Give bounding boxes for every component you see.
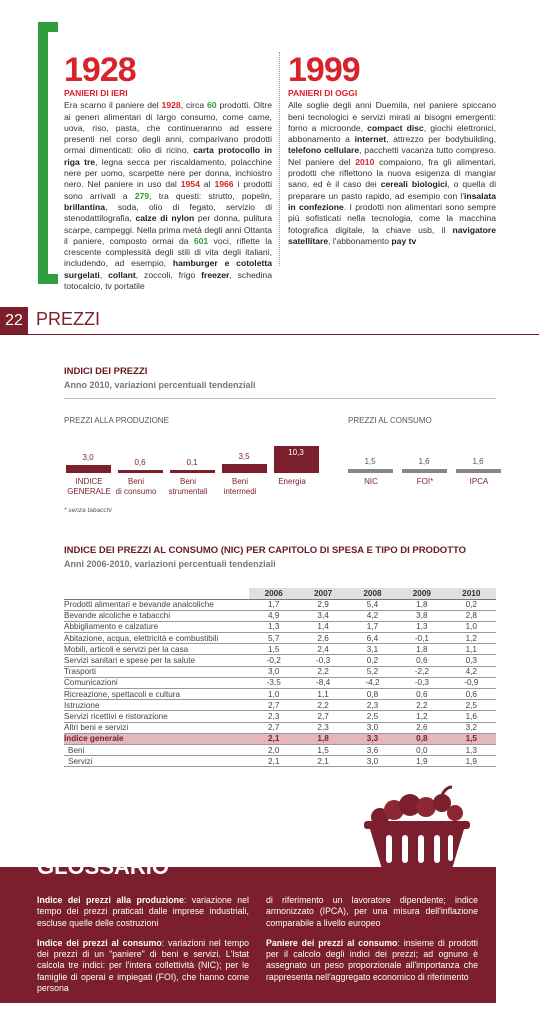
row-label: Comunicazioni	[64, 677, 249, 688]
cell-value: 1,7	[249, 599, 298, 610]
cell-value: 2,7	[249, 722, 298, 733]
cell-value: 1,3	[249, 621, 298, 632]
cell-value: 1,9	[447, 756, 496, 767]
cell-value: 0,8	[397, 733, 446, 744]
chart-title: INDICI DEI PREZZI	[64, 366, 148, 377]
cell-value: 0,3	[447, 655, 496, 666]
table-row	[64, 756, 496, 767]
cell-value: 1,1	[298, 689, 347, 700]
row-label: Indice generale	[64, 733, 249, 744]
cell-value: 2,0	[249, 744, 298, 755]
year-1928: 1928	[64, 51, 136, 89]
group-label-production: PREZZI ALLA PRODUZIONE	[64, 416, 169, 425]
cell-value: 1,8	[298, 733, 347, 744]
table-row	[64, 700, 496, 711]
cell-value: 3,0	[249, 666, 298, 677]
production-3-bar	[222, 464, 267, 473]
table-row	[64, 599, 496, 610]
production-1-bar	[118, 470, 163, 473]
cat-label-nic: NIC	[364, 477, 378, 486]
consumer-1-value-label: 1,6	[418, 456, 430, 466]
cell-value: -4,2	[348, 677, 397, 688]
cell-value: 3,8	[397, 610, 446, 621]
cell-value: 2,1	[249, 756, 298, 767]
chart-subtitle: Anno 2010, variazioni percentuali tendenziali	[64, 380, 256, 390]
cell-value: -0,3	[397, 677, 446, 688]
cell-value: 2,3	[348, 700, 397, 711]
cell-value: 0,2	[348, 655, 397, 666]
cat-label-foi: FOI*	[416, 477, 434, 486]
year-header: 2006	[249, 588, 298, 599]
cell-value: 3,6	[348, 744, 397, 755]
cell-value: 2,6	[397, 722, 446, 733]
production-2-value-label: 0,1	[186, 458, 198, 467]
cell-value: 1,6	[447, 711, 496, 722]
left-subtitle: PANIERI DI IERI	[64, 88, 128, 98]
shopping-basket-icon	[360, 783, 474, 871]
cell-value: -2,2	[397, 666, 446, 677]
table-row	[64, 644, 496, 655]
cell-value: 1,5	[447, 733, 496, 744]
cell-value: 1,5	[298, 744, 347, 755]
page-header-bar	[0, 307, 539, 335]
cell-value: 2,3	[298, 722, 347, 733]
glossary-col-left	[37, 895, 249, 1003]
cell-value: 2,5	[447, 700, 496, 711]
cat-label-ipca: IPCA	[469, 477, 489, 486]
nic-table	[64, 588, 496, 767]
cell-value: 2,6	[298, 633, 347, 644]
glossary-entry: di riferimento un lavoratore dipendente; indice armonizzato (IPCA), per una misura dell'inflazione comparabile a livello europeo	[266, 895, 478, 928]
production-0-bar	[66, 465, 111, 473]
cell-value: 4,2	[447, 666, 496, 677]
cell-value: -0,1	[397, 633, 446, 644]
cat-label-beni-strumentali: Beni strumentali	[168, 477, 208, 496]
row-label: Abitazione, acqua, elettricità e combustibili	[64, 633, 249, 644]
left-text: Era scarno il paniere del 1928, circa 60 prodotti. Oltre ai generi alimentari di largo consumo, come carne, uova, riso, pasta, che continueranno ad essere presenti nel corso degli anni, comparivano prodotti ormai dimenticati: olio di ricino, carta protocollo in riga tre, legna secca per riscaldamento, polacchine nere per uomo, scarpette nere per donna, inchiostro nero. Nel paniere in uso dal 1954 al 1966 i prodotti sono arrivati a 279, tra questi: strutto, popelin, brillantina, soda, olio di fegato, servizio di stenodattilografia, calze di nylon per donna, pulitura scarpe, campeggi. Nella prima metà degli anni Ottanta il paniere, composto ormai da 601 voci, riflette la crescente complessità degli stili di vita degli italiani, includendo, ad esempio, hamburger e cotoletta surgelati, collant, zoccoli, frigo freezer, schedina totocalcio, tv portatile	[64, 100, 273, 292]
table-row	[64, 733, 496, 744]
table-row	[64, 610, 496, 621]
cell-value: 2,4	[298, 644, 347, 655]
cell-value: 2,2	[397, 700, 446, 711]
table-row	[64, 722, 496, 733]
cell-value: 3,0	[348, 756, 397, 767]
cat-label-beni-consumo: Beni di consumo	[115, 477, 157, 496]
cell-value: 6,4	[348, 633, 397, 644]
cell-value: 3,4	[298, 610, 347, 621]
cell-value: 0,2	[447, 599, 496, 610]
production-4-value-label: 10,3	[288, 448, 304, 458]
cell-value: 5,7	[249, 633, 298, 644]
cell-value: 4,2	[348, 610, 397, 621]
table-title: INDICE DEI PREZZI AL CONSUMO (NIC) PER CAPITOLO DI SPESA E TIPO DI PRODOTTO	[64, 545, 467, 556]
cell-value: -3,5	[249, 677, 298, 688]
glossary-title: GLOSSARIO	[37, 854, 170, 879]
cell-value: -0,2	[249, 655, 298, 666]
cell-value: 1,5	[249, 644, 298, 655]
table-subtitle: Anni 2006-2010, variazioni percentuali tendenziali	[64, 559, 276, 569]
cell-value: 1,4	[298, 621, 347, 632]
row-label: Servizi	[64, 756, 249, 767]
glossary-entry: Indice dei prezzi al consumo: variazioni nel tempo dei prezzi di un "paniere" di beni e servizi. L'Istat calcola tre indici: per l'intera collettività (NIC); per le famiglie di operai e impiegati (FOI), che hanno come persona	[37, 937, 250, 994]
cell-value: 2,2	[298, 700, 347, 711]
year-header: 2007	[298, 588, 347, 599]
table-row	[64, 711, 496, 722]
cell-value: 1,0	[249, 689, 298, 700]
year-header: 2010	[447, 588, 496, 599]
row-label: Bevande alcoliche e tabacchi	[64, 610, 249, 621]
cell-value: 0,6	[397, 655, 446, 666]
cell-value: 1,8	[397, 644, 446, 655]
cell-value: 0,6	[397, 689, 446, 700]
right-column	[288, 52, 496, 247]
cell-value: 1,2	[397, 711, 446, 722]
table-row	[64, 666, 496, 677]
year-1999: 1999	[288, 51, 360, 89]
group-label-consumer: PREZZI AL CONSUMO	[348, 416, 432, 425]
row-label: Servizi sanitari e spese per la salute	[64, 655, 249, 666]
consumer-2-value-label: 1,6	[472, 456, 484, 466]
decorative-bracket	[38, 22, 58, 284]
page-title: PREZZI	[36, 309, 101, 329]
table-row	[64, 744, 496, 755]
cell-value: 2,2	[298, 666, 347, 677]
cell-value: 2,1	[298, 756, 347, 767]
cell-value: 3,0	[348, 722, 397, 733]
cell-value: 5,2	[348, 666, 397, 677]
production-3-value-label: 3,5	[238, 451, 250, 461]
cell-value: 1,8	[397, 599, 446, 610]
cell-value: -0,3	[298, 655, 347, 666]
consumer-0-bar	[348, 469, 393, 473]
cell-value: -0,9	[447, 677, 496, 688]
row-label: Trasporti	[64, 666, 249, 677]
year-header: 2009	[397, 588, 446, 599]
row-label: Prodotti alimentari e bevande analcoliche	[64, 599, 249, 610]
consumer-0-value-label: 1,5	[364, 457, 376, 467]
cat-label-indice-generale: INDICE GENERALE	[67, 477, 111, 496]
cell-value: 3,2	[447, 722, 496, 733]
right-subtitle: PANIERI DI OGGI	[288, 88, 358, 98]
cell-value: -8,4	[298, 677, 347, 688]
table-row	[64, 633, 496, 644]
table-row	[64, 677, 496, 688]
row-label: Ricreazione, spettacoli e cultura	[64, 689, 249, 700]
row-label: Mobili, articoli e servizi per la casa	[64, 644, 249, 655]
cell-value: 1,9	[397, 756, 446, 767]
cell-value: 2,9	[298, 599, 347, 610]
row-label: Abbigliamento e calzature	[64, 621, 249, 632]
right-text: Alle soglie degli anni Duemila, nel paniere spiccano beni tecnologici e servizi mirati ai bisogni emergenti: forno a microonde, compact disc, giochi elettronici, abbonamento a internet, attrezzo per bodybuilding, telefono cellulare, pacchetti vacanza tutto compreso. Nel paniere del 2010 compaiono, fra gli alimentari, prodotti che riflettono la nuova esigenza di mangiar sano, ed è il caso dei cereali biologici, o quella di preparare un pasto rapido, ad esempio con l'insalata in confezione. I prodotti non alimentari sono sempre più sofisticati nella tecnologia, come la macchina fotografica digitale, la chiave usb, il navigatore satellitare, l'abbonamento pay tv	[288, 100, 496, 246]
cat-label-energia: Energia	[278, 477, 306, 486]
cell-value: 1,2	[447, 633, 496, 644]
row-label: Servizi ricettivi e ristorazione	[64, 711, 249, 722]
cell-value: 3,1	[348, 644, 397, 655]
cell-value: 0,8	[348, 689, 397, 700]
cell-value: 1,3	[397, 621, 446, 632]
cell-value: 1,3	[447, 744, 496, 755]
cell-value: 2,7	[249, 700, 298, 711]
cell-value: 2,7	[298, 711, 347, 722]
table-header-row	[64, 588, 496, 599]
row-label: Istruzione	[64, 700, 249, 711]
row-label: Beni	[64, 744, 249, 755]
column-divider	[279, 52, 280, 266]
table-row	[64, 689, 496, 700]
price-index-chart	[64, 398, 496, 510]
cell-value: 2,1	[249, 733, 298, 744]
table-row	[64, 655, 496, 666]
cell-value: 4,9	[249, 610, 298, 621]
consumer-2-bar	[456, 469, 501, 473]
production-0-value-label: 3,0	[82, 453, 94, 463]
cell-value: 5,4	[348, 599, 397, 610]
row-label: Altri beni e servizi	[64, 722, 249, 733]
cell-value: 0,6	[447, 689, 496, 700]
cell-value: 2,3	[249, 711, 298, 722]
left-column	[64, 52, 272, 292]
table-row	[64, 621, 496, 632]
glossary-col-right	[266, 895, 478, 992]
cell-value: 1,0	[447, 621, 496, 632]
cell-value: 3,3	[348, 733, 397, 744]
year-header: 2008	[348, 588, 397, 599]
consumer-1-bar	[402, 469, 447, 473]
cell-value: 0,0	[397, 744, 446, 755]
page-number: 22	[0, 307, 28, 334]
cell-value: 1,7	[348, 621, 397, 632]
cat-label-beni-intermedi: Beni intermedi	[223, 477, 257, 496]
glossary-entry: Indice dei prezzi alla produzione: variazione nel tempo dei prezzi praticati dalle imprese industriali, escluse quelle delle costruzioni	[37, 895, 249, 928]
production-1-value-label: 0,6	[134, 458, 146, 467]
cell-value: 1,1	[447, 644, 496, 655]
production-2-bar	[170, 470, 215, 473]
chart-footnote: * senza tabacchi	[64, 507, 112, 514]
glossary-entry: Paniere dei prezzi al consumo: insieme di prodotti per il calcolo degli indici dei prezzi; ad ognuno è assegnato un peso proporzionale all'importanza che rappresenta nell'aggregato economico di riferimento	[266, 937, 479, 982]
cell-value: 2,5	[348, 711, 397, 722]
cell-value: 2,8	[447, 610, 496, 621]
